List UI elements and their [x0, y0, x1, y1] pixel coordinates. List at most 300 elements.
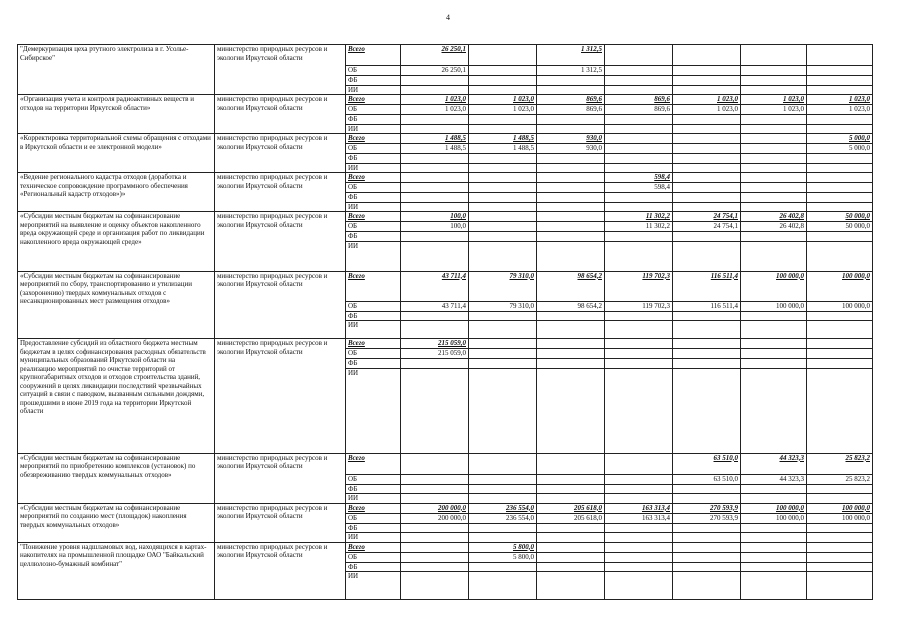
- amount-cell: 1 023,0: [673, 95, 741, 105]
- funding-source-label: ИИ: [346, 163, 401, 173]
- funding-source-label: Всего: [346, 453, 401, 474]
- amount-cell: [673, 241, 741, 271]
- amount-cell: [807, 76, 873, 86]
- amount-cell: [401, 183, 469, 193]
- amount-cell: [673, 66, 741, 76]
- funding-source-label: Всего: [346, 542, 401, 552]
- amount-cell: 98 654,2: [537, 271, 605, 301]
- measure-description: Предоставление субсидий из областного бюджета местным бюджетам в целях софинансирования расходных обязательств муниципальных образований Иркутской области на реализацию мероприятий по очистке территорий от крупногабаритных отходов и отходов строительства зданий, сооружений в целях ликвидации последствий чрезвычайных ситуаций в связи с паводком, вызванным сильными дождями, прошедшими в июне 2019 года на территории Иркутской области: [18, 339, 215, 454]
- amount-cell: [605, 552, 673, 562]
- funding-source-label: ИИ: [346, 321, 401, 339]
- responsible-executor: министерство природных ресурсов и экологии Иркутской области: [215, 173, 346, 212]
- funding-source-label: ИИ: [346, 572, 401, 600]
- amount-cell: [807, 193, 873, 203]
- amount-cell: [741, 321, 807, 339]
- funding-source-label: ОБ: [346, 222, 401, 232]
- amount-cell: 200 000,0: [401, 503, 469, 513]
- amount-cell: [741, 76, 807, 86]
- amount-cell: [537, 241, 605, 271]
- amount-cell: [469, 85, 537, 95]
- amount-cell: 270 593,9: [673, 503, 741, 513]
- amount-cell: [605, 134, 673, 144]
- amount-cell: [537, 484, 605, 494]
- amount-cell: 236 554,0: [469, 513, 537, 523]
- amount-cell: 11 302,2: [605, 212, 673, 222]
- amount-cell: [605, 533, 673, 543]
- amount-cell: [537, 572, 605, 600]
- funding-source-label: ФБ: [346, 115, 401, 125]
- amount-cell: [807, 533, 873, 543]
- amount-cell: [469, 212, 537, 222]
- amount-cell: [741, 85, 807, 95]
- amount-cell: [537, 193, 605, 203]
- responsible-executor: министерство природных ресурсов и экологии Иркутской области: [215, 45, 346, 95]
- responsible-executor: министерство природных ресурсов и экологии Иркутской области: [215, 95, 346, 134]
- amount-cell: 63 510,0: [673, 453, 741, 474]
- amount-cell: 163 313,4: [605, 513, 673, 523]
- amount-cell: 100,0: [401, 222, 469, 232]
- amount-cell: [605, 232, 673, 242]
- funding-source-label: ФБ: [346, 562, 401, 572]
- amount-cell: 100 000,0: [741, 513, 807, 523]
- amount-cell: [605, 193, 673, 203]
- responsible-executor: министерство природных ресурсов и экологии Иркутской области: [215, 503, 346, 542]
- amount-cell: [401, 562, 469, 572]
- responsible-executor: министерство природных ресурсов и экологии Иркутской области: [215, 271, 346, 339]
- amount-cell: [673, 368, 741, 453]
- amount-cell: 79 310,0: [469, 271, 537, 301]
- responsible-executor: министерство природных ресурсов и экологии Иркутской области: [215, 453, 346, 503]
- measure-description: "Понижение уровня надшламовых вод, находящихся в картах-накопителях на промышленной площадке ОАО "Байкальский целлюлозно-бумажный комбинат": [18, 542, 215, 600]
- amount-cell: 1 488,5: [469, 144, 537, 154]
- amount-cell: [537, 474, 605, 484]
- amount-cell: [807, 359, 873, 369]
- amount-cell: 26 402,8: [741, 222, 807, 232]
- amount-cell: [605, 368, 673, 453]
- measure-description: "Демеркуризация цеха ртутного электролиза в г. Усолье-Сибирское": [18, 45, 215, 95]
- amount-cell: [401, 173, 469, 183]
- responsible-executor: министерство природных ресурсов и экологии Иркутской области: [215, 134, 346, 173]
- amount-cell: [807, 124, 873, 134]
- funding-source-label: ИИ: [346, 124, 401, 134]
- amount-cell: 98 654,2: [537, 301, 605, 311]
- amount-cell: 930,0: [537, 134, 605, 144]
- amount-cell: [673, 562, 741, 572]
- amount-cell: [401, 311, 469, 321]
- amount-cell: [537, 542, 605, 552]
- amount-cell: [741, 154, 807, 164]
- amount-cell: [807, 311, 873, 321]
- amount-cell: [401, 523, 469, 533]
- funding-source-label: Всего: [346, 45, 401, 66]
- amount-cell: 930,0: [537, 144, 605, 154]
- amount-cell: [807, 494, 873, 504]
- amount-cell: [741, 183, 807, 193]
- amount-cell: [741, 572, 807, 600]
- amount-cell: 43 711,4: [401, 271, 469, 301]
- amount-cell: [673, 173, 741, 183]
- amount-cell: [401, 154, 469, 164]
- amount-cell: [605, 144, 673, 154]
- amount-cell: [401, 321, 469, 339]
- amount-cell: [741, 552, 807, 562]
- amount-cell: 598,4: [605, 173, 673, 183]
- amount-cell: [605, 474, 673, 484]
- amount-cell: [537, 453, 605, 474]
- amount-cell: 100 000,0: [741, 271, 807, 301]
- amount-cell: [537, 533, 605, 543]
- amount-cell: [741, 66, 807, 76]
- amount-cell: [605, 311, 673, 321]
- amount-cell: 44 323,3: [741, 474, 807, 484]
- amount-cell: 79 310,0: [469, 301, 537, 311]
- amount-cell: [605, 359, 673, 369]
- amount-cell: [605, 124, 673, 134]
- amount-cell: [469, 45, 537, 66]
- amount-cell: 116 511,4: [673, 271, 741, 301]
- amount-cell: 11 302,2: [605, 222, 673, 232]
- amount-cell: [537, 339, 605, 349]
- amount-cell: [673, 193, 741, 203]
- amount-cell: [401, 474, 469, 484]
- amount-cell: [469, 154, 537, 164]
- amount-cell: [401, 484, 469, 494]
- funding-source-label: Всего: [346, 212, 401, 222]
- amount-cell: 1 023,0: [807, 105, 873, 115]
- amount-cell: [807, 66, 873, 76]
- amount-cell: [605, 115, 673, 125]
- table-row: [18, 95, 873, 105]
- amount-cell: [469, 359, 537, 369]
- amount-cell: [605, 45, 673, 66]
- amount-cell: [673, 76, 741, 86]
- amount-cell: 119 702,3: [605, 301, 673, 311]
- amount-cell: 50 000,0: [807, 212, 873, 222]
- amount-cell: 215 059,0: [401, 339, 469, 349]
- amount-cell: [469, 76, 537, 86]
- amount-cell: [673, 124, 741, 134]
- amount-cell: [537, 163, 605, 173]
- amount-cell: [537, 85, 605, 95]
- table-row: [18, 45, 873, 66]
- table-row: [18, 542, 873, 552]
- amount-cell: 200 000,0: [401, 513, 469, 523]
- amount-cell: [605, 321, 673, 339]
- amount-cell: 1 312,5: [537, 45, 605, 66]
- funding-source-label: Всего: [346, 503, 401, 513]
- amount-cell: 26 250,1: [401, 45, 469, 66]
- funding-source-label: Всего: [346, 173, 401, 183]
- amount-cell: [605, 202, 673, 212]
- amount-cell: 100 000,0: [807, 503, 873, 513]
- page-number: 4: [446, 13, 450, 22]
- amount-cell: [469, 173, 537, 183]
- responsible-executor: министерство природных ресурсов и экологии Иркутской области: [215, 339, 346, 454]
- amount-cell: 119 702,3: [605, 271, 673, 301]
- amount-cell: 100 000,0: [807, 271, 873, 301]
- funding-source-label: ОБ: [346, 474, 401, 484]
- amount-cell: [807, 339, 873, 349]
- amount-cell: [401, 124, 469, 134]
- amount-cell: [469, 183, 537, 193]
- funding-source-label: ФБ: [346, 311, 401, 321]
- amount-cell: [741, 339, 807, 349]
- amount-cell: 5 000,0: [807, 144, 873, 154]
- amount-cell: 270 593,9: [673, 513, 741, 523]
- amount-cell: [537, 359, 605, 369]
- amount-cell: 25 823,2: [807, 453, 873, 474]
- table-row: [18, 271, 873, 301]
- table-row: [18, 173, 873, 183]
- amount-cell: [605, 453, 673, 474]
- amount-cell: 869,6: [605, 105, 673, 115]
- amount-cell: [673, 232, 741, 242]
- amount-cell: [537, 368, 605, 453]
- amount-cell: [741, 562, 807, 572]
- amount-cell: [469, 368, 537, 453]
- table-row: [18, 134, 873, 144]
- amount-cell: [469, 474, 537, 484]
- measure-description: «Корректировка территориальной схемы обращения с отходами в Иркутской области и ее электронной модели»: [18, 134, 215, 173]
- amount-cell: [673, 311, 741, 321]
- funding-source-label: ИИ: [346, 241, 401, 271]
- amount-cell: [807, 562, 873, 572]
- amount-cell: [537, 349, 605, 359]
- amount-cell: [673, 183, 741, 193]
- amount-cell: [741, 124, 807, 134]
- amount-cell: 44 323,3: [741, 453, 807, 474]
- amount-cell: [807, 523, 873, 533]
- funding-source-label: ОБ: [346, 349, 401, 359]
- amount-cell: [605, 154, 673, 164]
- amount-cell: 1 023,0: [469, 95, 537, 105]
- amount-cell: [401, 241, 469, 271]
- amount-cell: [401, 542, 469, 552]
- amount-cell: 1 023,0: [401, 105, 469, 115]
- amount-cell: [469, 321, 537, 339]
- amount-cell: [807, 202, 873, 212]
- funding-source-label: ФБ: [346, 359, 401, 369]
- responsible-executor: министерство природных ресурсов и экологии Иркутской области: [215, 212, 346, 272]
- amount-cell: [807, 115, 873, 125]
- amount-cell: [741, 232, 807, 242]
- amount-cell: [807, 321, 873, 339]
- amount-cell: [537, 154, 605, 164]
- amount-cell: [741, 533, 807, 543]
- funding-source-label: ОБ: [346, 301, 401, 311]
- amount-cell: 24 754,1: [673, 222, 741, 232]
- amount-cell: [605, 85, 673, 95]
- amount-cell: [537, 494, 605, 504]
- amount-cell: [469, 533, 537, 543]
- amount-cell: [401, 76, 469, 86]
- amount-cell: 598,4: [605, 183, 673, 193]
- amount-cell: [741, 115, 807, 125]
- amount-cell: 43 711,4: [401, 301, 469, 311]
- funding-source-label: ФБ: [346, 232, 401, 242]
- amount-cell: [807, 241, 873, 271]
- amount-cell: [469, 163, 537, 173]
- amount-cell: [469, 562, 537, 572]
- amount-cell: [605, 572, 673, 600]
- amount-cell: [741, 144, 807, 154]
- amount-cell: [401, 368, 469, 453]
- amount-cell: 869,6: [537, 105, 605, 115]
- amount-cell: [469, 241, 537, 271]
- amount-cell: [537, 523, 605, 533]
- amount-cell: 116 511,4: [673, 301, 741, 311]
- amount-cell: [741, 173, 807, 183]
- amount-cell: [605, 562, 673, 572]
- amount-cell: 163 313,4: [605, 503, 673, 513]
- amount-cell: [741, 523, 807, 533]
- amount-cell: [741, 241, 807, 271]
- amount-cell: [469, 339, 537, 349]
- amount-cell: [537, 183, 605, 193]
- amount-cell: [673, 339, 741, 349]
- amount-cell: [401, 572, 469, 600]
- amount-cell: [537, 321, 605, 339]
- amount-cell: [741, 311, 807, 321]
- amount-cell: [673, 572, 741, 600]
- amount-cell: [741, 542, 807, 552]
- amount-cell: [741, 202, 807, 212]
- measure-description: «Субсидии местным бюджетам на софинансирование мероприятий по созданию мест (площадок) накопления твердых коммунальных отходов»: [18, 503, 215, 542]
- amount-cell: [741, 134, 807, 144]
- amount-cell: 1 023,0: [401, 95, 469, 105]
- amount-cell: [673, 163, 741, 173]
- amount-cell: 869,6: [537, 95, 605, 105]
- amount-cell: [807, 368, 873, 453]
- amount-cell: [469, 484, 537, 494]
- table-row: [18, 212, 873, 222]
- amount-cell: [807, 173, 873, 183]
- funding-source-label: ОБ: [346, 66, 401, 76]
- funding-source-label: Всего: [346, 134, 401, 144]
- amount-cell: [401, 193, 469, 203]
- funding-source-label: ОБ: [346, 144, 401, 154]
- amount-cell: [807, 45, 873, 66]
- amount-cell: [673, 523, 741, 533]
- amount-cell: [401, 494, 469, 504]
- amount-cell: [537, 222, 605, 232]
- amount-cell: [537, 173, 605, 183]
- budget-table: [17, 44, 873, 600]
- amount-cell: [807, 572, 873, 600]
- amount-cell: [673, 85, 741, 95]
- funding-source-label: ОБ: [346, 105, 401, 115]
- amount-cell: 1 023,0: [673, 105, 741, 115]
- table-row: [18, 503, 873, 513]
- amount-cell: 1 023,0: [741, 95, 807, 105]
- amount-cell: 5 800,0: [469, 542, 537, 552]
- amount-cell: [673, 144, 741, 154]
- amount-cell: [605, 76, 673, 86]
- amount-cell: [605, 339, 673, 349]
- funding-source-label: Всего: [346, 271, 401, 301]
- amount-cell: [469, 523, 537, 533]
- funding-source-label: ОБ: [346, 552, 401, 562]
- measure-description: «Организация учета и контроля радиоактивных веществ и отходов на территории Иркутской области»: [18, 95, 215, 134]
- funding-source-label: ФБ: [346, 154, 401, 164]
- amount-cell: [401, 533, 469, 543]
- amount-cell: 100 000,0: [741, 301, 807, 311]
- amount-cell: 1 488,5: [401, 144, 469, 154]
- amount-cell: 205 618,0: [537, 513, 605, 523]
- amount-cell: [537, 202, 605, 212]
- amount-cell: 26 402,8: [741, 212, 807, 222]
- amount-cell: 50 000,0: [807, 222, 873, 232]
- funding-source-label: ОБ: [346, 513, 401, 523]
- table-row: [18, 453, 873, 474]
- amount-cell: [605, 494, 673, 504]
- amount-cell: 24 754,1: [673, 212, 741, 222]
- amount-cell: [537, 212, 605, 222]
- amount-cell: [469, 193, 537, 203]
- amount-cell: [401, 115, 469, 125]
- amount-cell: [469, 202, 537, 212]
- funding-source-label: ИИ: [346, 202, 401, 212]
- amount-cell: 100 000,0: [807, 301, 873, 311]
- amount-cell: 63 510,0: [673, 474, 741, 484]
- amount-cell: 5 800,0: [469, 552, 537, 562]
- amount-cell: 1 488,5: [401, 134, 469, 144]
- amount-cell: [537, 311, 605, 321]
- funding-source-label: ИИ: [346, 494, 401, 504]
- funding-source-label: ФБ: [346, 76, 401, 86]
- amount-cell: [673, 45, 741, 66]
- amount-cell: [741, 484, 807, 494]
- amount-cell: [807, 232, 873, 242]
- responsible-executor: министерство природных ресурсов и экологии Иркутской области: [215, 542, 346, 600]
- amount-cell: 25 823,2: [807, 474, 873, 484]
- amount-cell: 100 000,0: [807, 513, 873, 523]
- amount-cell: [401, 359, 469, 369]
- amount-cell: 1 023,0: [741, 105, 807, 115]
- amount-cell: [401, 85, 469, 95]
- amount-cell: [605, 484, 673, 494]
- funding-source-label: ИИ: [346, 533, 401, 543]
- measure-description: «Субсидии местным бюджетам на софинансирование мероприятий на выявление и оценку объектов накопленного вреда окружающей среде и организация работ по ликвидации накопленного вреда окружающей среде»: [18, 212, 215, 272]
- amount-cell: 5 000,0: [807, 134, 873, 144]
- measure-description: «Субсидии местным бюджетам на софинансирование мероприятий по приобретению комплексов (установок) по обезвреживанию твердых коммунальных отходов»: [18, 453, 215, 503]
- amount-cell: [469, 115, 537, 125]
- amount-cell: [741, 163, 807, 173]
- funding-source-label: ИИ: [346, 85, 401, 95]
- funding-source-label: ФБ: [346, 193, 401, 203]
- amount-cell: [537, 124, 605, 134]
- amount-cell: [807, 85, 873, 95]
- amount-cell: [807, 484, 873, 494]
- amount-cell: [605, 241, 673, 271]
- amount-cell: [469, 494, 537, 504]
- amount-cell: [741, 359, 807, 369]
- amount-cell: [605, 542, 673, 552]
- amount-cell: [741, 494, 807, 504]
- amount-cell: [673, 154, 741, 164]
- amount-cell: [469, 349, 537, 359]
- amount-cell: [537, 232, 605, 242]
- amount-cell: [673, 494, 741, 504]
- amount-cell: [605, 523, 673, 533]
- amount-cell: [469, 66, 537, 76]
- measure-description: «Ведение регионального кадастра отходов (доработка и техническое сопровождение программного обеспечения «Региональный кадастр отходов»)»: [18, 173, 215, 212]
- amount-cell: [673, 349, 741, 359]
- amount-cell: [741, 349, 807, 359]
- funding-source-label: ФБ: [346, 484, 401, 494]
- amount-cell: [537, 562, 605, 572]
- measure-description: «Субсидии местным бюджетам на софинансирование мероприятий по сбору, транспортированию и утилизации (захоронению) твердых коммунальных отходов с несанкционированных мест размещения отходов»: [18, 271, 215, 339]
